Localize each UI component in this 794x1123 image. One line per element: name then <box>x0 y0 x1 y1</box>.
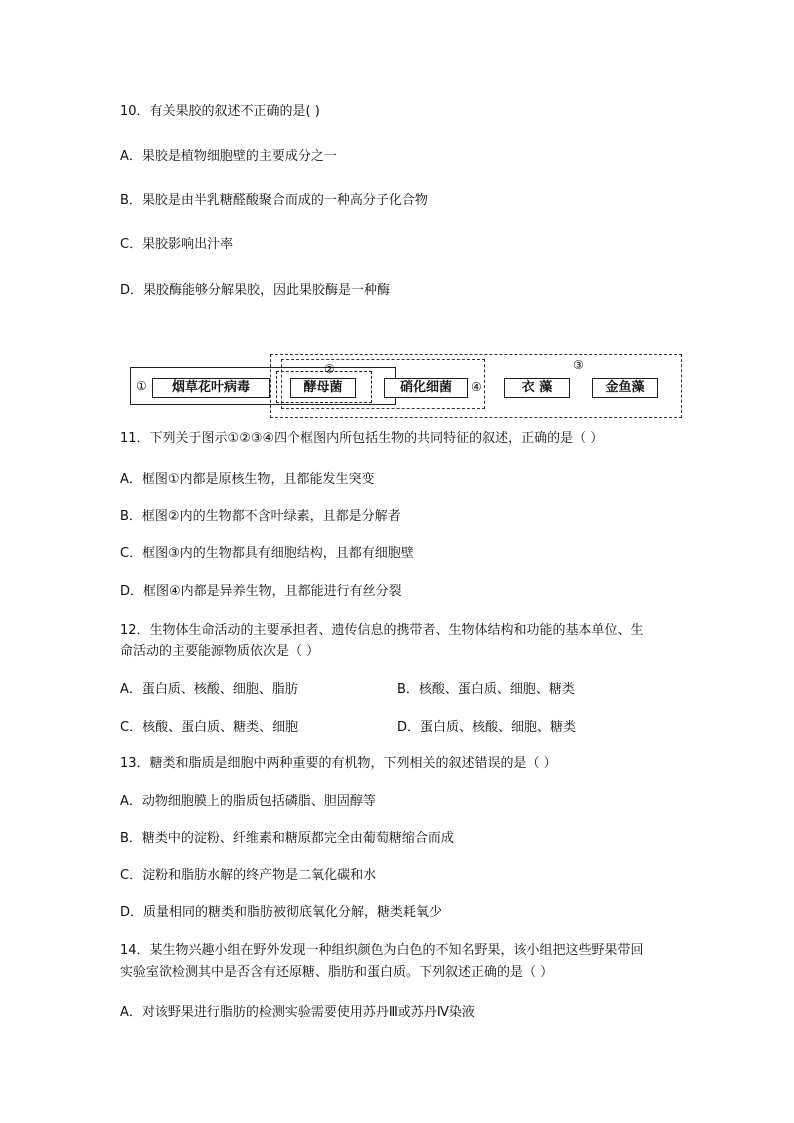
q12-option-c: C．核酸、蛋白质、糖类、细胞 <box>120 720 299 735</box>
organism-nitrifying-bacteria: 硝化细菌 <box>384 378 468 398</box>
q13-option-a: A．动物细胞膜上的脂质包括磷脂、胆固醇等 <box>120 794 376 809</box>
q12-stem-line2: 命活动的主要能源物质依次是（ ） <box>120 644 320 659</box>
marker-2: ② <box>324 362 335 376</box>
organism-chlamydomonas: 衣 藻 <box>504 378 570 398</box>
q13-stem: 13．糖类和脂质是细胞中两种重要的有机物，下列相关的叙述错误的是（ ） <box>120 756 557 771</box>
q12-option-b: B．核酸、蛋白质、细胞、糖类 <box>397 682 575 697</box>
q14-option-a: A．对该野果进行脂肪的检测实验需要使用苏丹Ⅲ或苏丹Ⅳ染液 <box>120 1005 475 1020</box>
organism-hornwort: 金鱼藻 <box>592 378 658 398</box>
marker-1: ① <box>136 379 147 393</box>
q11-stem: 11．下列关于图示①②③④四个框图内所包括生物的共同特征的叙述，正确的是（ ） <box>120 431 604 446</box>
q11-option-a: A．框图①内都是原核生物，且都能发生突变 <box>120 472 375 487</box>
organism-yeast: 酵母菌 <box>290 378 356 398</box>
organism-tmv: 烟草花叶病毒 <box>152 378 270 398</box>
q10-option-a: A．果胶是植物细胞壁的主要成分之一 <box>120 149 337 164</box>
marker-3: ③ <box>573 358 584 372</box>
q10-option-c: C．果胶影响出汁率 <box>120 237 234 252</box>
q13-option-c: C．淀粉和脂肪水解的终产物是二氧化碳和水 <box>120 868 377 883</box>
q14-stem-line2: 实验室欲检测其中是否含有还原糖、脂肪和蛋白质。下列叙述正确的是（ ） <box>120 965 554 980</box>
classification-diagram <box>126 352 686 420</box>
q13-option-d: D．质量相同的糖类和脂肪被彻底氧化分解，糖类耗氧少 <box>120 905 443 920</box>
q13-option-b: B．糖类中的淀粉、纤维素和糖原都完全由葡萄糖缩合而成 <box>120 831 454 846</box>
q10-option-b: B．果胶是由半乳糖醛酸聚合而成的一种高分子化合物 <box>120 193 428 208</box>
q11-option-c: C．框图③内的生物都具有细胞结构，且都有细胞壁 <box>120 546 414 561</box>
q11-option-d: D．框图④内都是异养生物，且都能进行有丝分裂 <box>120 584 402 599</box>
q14-stem-line1: 14．某生物兴趣小组在野外发现一种组织颜色为白色的不知名野果，该小组把这些野果带回 <box>120 943 644 958</box>
q12-option-a: A．蛋白质、核酸、细胞、脂肪 <box>120 682 298 697</box>
q10-stem: 10．有关果胶的叙述不正确的是( ) <box>120 104 320 119</box>
q10-option-d: D．果胶酶能够分解果胶，因此果胶酶是一种酶 <box>120 283 391 298</box>
q11-option-b: B．框图②内的生物都不含叶绿素，且都是分解者 <box>120 509 401 524</box>
marker-4: ④ <box>471 380 482 394</box>
q12-stem-line1: 12．生物体生命活动的主要承担者、遗传信息的携带者、生物体结构和功能的基本单位、生 <box>120 623 644 638</box>
q12-option-d: D．蛋白质、核酸、细胞、糖类 <box>397 720 577 735</box>
